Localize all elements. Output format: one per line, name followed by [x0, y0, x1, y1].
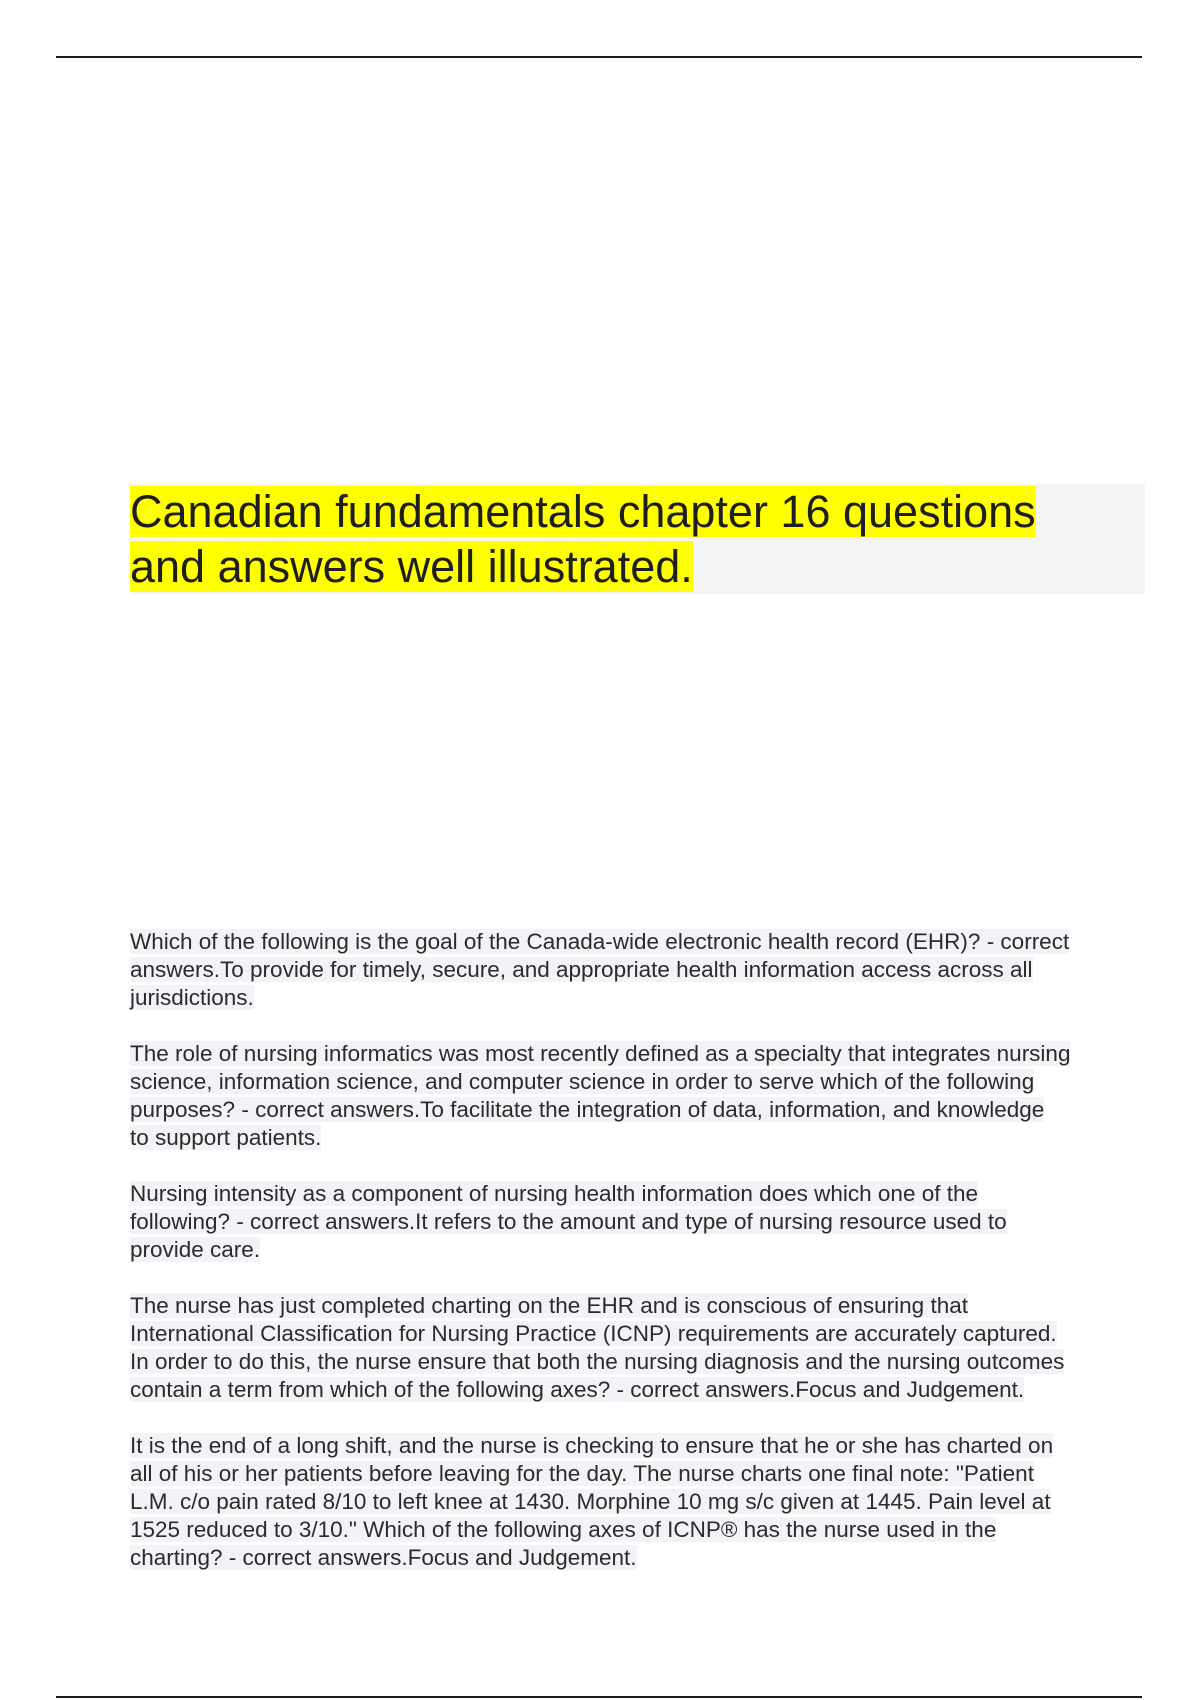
qa-line: purposes? - correct answers.To facilitate the integration of data, information, and knowledge	[130, 1097, 1045, 1122]
qa-line: Nursing intensity as a component of nursing health information does which one of the	[130, 1181, 979, 1206]
qa-line: It is the end of a long shift, and the nurse is checking to ensure that he or she has charted on	[130, 1433, 1054, 1458]
qa-line: L.M. c/o pain rated 8/10 to left knee at 1430. Morphine 10 mg s/c given at 1445. Pain level at	[130, 1489, 1051, 1514]
qa-line: The nurse has just completed charting on the EHR and is conscious of ensuring that	[130, 1293, 968, 1318]
qa-item-1	[130, 928, 1145, 1012]
qa-item-2	[130, 1040, 1145, 1152]
qa-line: provide care.	[130, 1237, 261, 1262]
bottom-rule	[56, 1696, 1142, 1698]
qa-line: science, information science, and computer science in order to serve which of the following	[130, 1069, 1035, 1094]
qa-line: 1525 reduced to 3/10." Which of the following axes of ICNP® has the nurse used in the	[130, 1517, 997, 1542]
qa-line: charting? - correct answers.Focus and Judgement.	[130, 1545, 637, 1570]
qa-item-5	[130, 1432, 1145, 1572]
qa-line: The role of nursing informatics was most recently defined as a specialty that integrates nursing	[130, 1041, 1071, 1066]
title-line-1-text: Canadian fundamentals chapter 16 questions	[130, 486, 1036, 537]
title-line-2-text: and answers well illustrated.	[130, 541, 693, 592]
qa-line: contain a term from which of the following axes? - correct answers.Focus and Judgement.	[130, 1377, 1025, 1402]
title-line-2	[130, 539, 1145, 594]
qa-line: answers.To provide for timely, secure, and appropriate health information access across all	[130, 957, 1033, 982]
qa-item-3	[130, 1180, 1145, 1264]
qa-line: jurisdictions.	[130, 985, 254, 1010]
qa-list	[130, 928, 1145, 1600]
top-rule	[56, 56, 1142, 58]
qa-item-4	[130, 1292, 1145, 1404]
qa-line: to support patients.	[130, 1125, 322, 1150]
qa-line: Which of the following is the goal of the Canada-wide electronic health record (EHR)? - correct	[130, 929, 1070, 954]
qa-line: following? - correct answers.It refers to the amount and type of nursing resource used to	[130, 1209, 1007, 1234]
qa-line: all of his or her patients before leaving for the day. The nurse charts one final note: "Patient	[130, 1461, 1034, 1486]
document-title	[130, 484, 1145, 594]
qa-line: International Classification for Nursing Practice (ICNP) requirements are accurately captured.	[130, 1321, 1057, 1346]
qa-line: In order to do this, the nurse ensure that both the nursing diagnosis and the nursing outcomes	[130, 1349, 1065, 1374]
title-line-1	[130, 484, 1145, 539]
